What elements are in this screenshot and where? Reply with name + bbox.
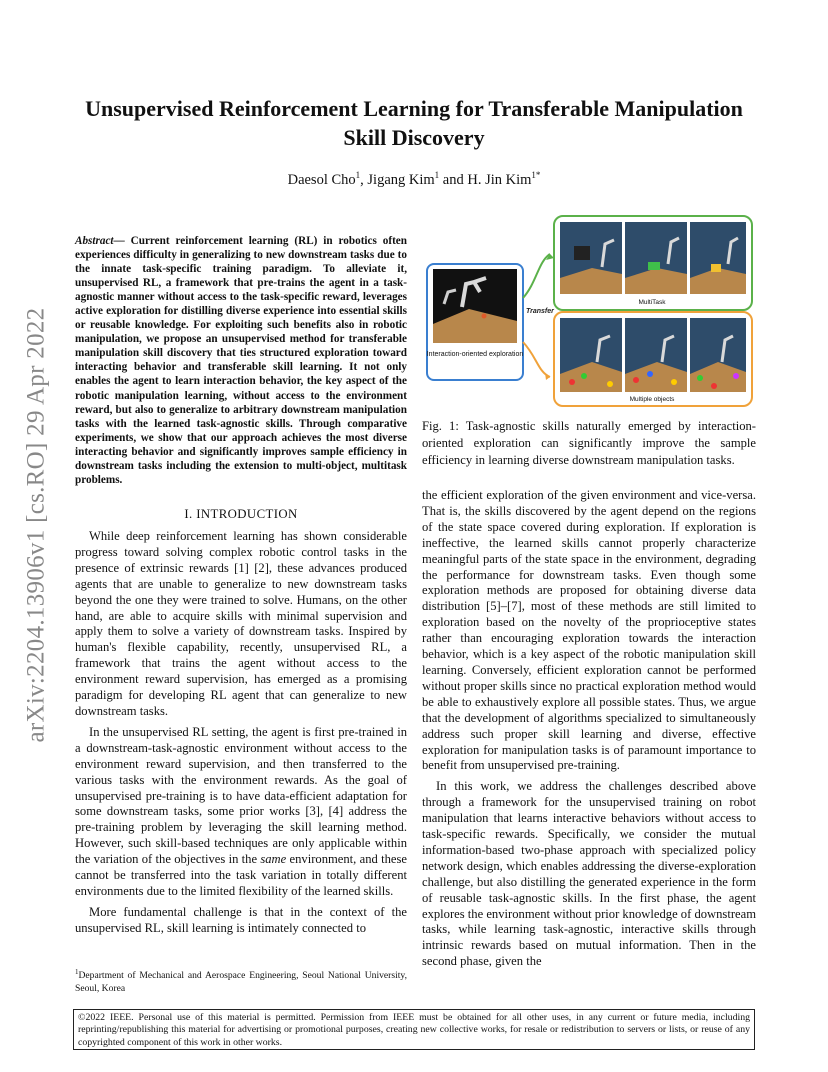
- footnote-text: Department of Mechanical and Aerospace Engineering, Seoul National University, Seoul, Korea: [75, 970, 407, 994]
- abstract-text: Current reinforcement learning (RL) in robotics often experiences difficulty in generalizing to new downstream tasks due to the innate task-specific training paradigm. To alleviate it, unsupervised RL, a framework that pre-trains the agent in a task-agnostic manner without access to the task-specific reward, leverages active exploration for distilling diverse experience into essential skills or reusable knowledge. For exploiting such benefits also in robotic manipulation, we propose an unsupervised method for transferable manipulation skill discovery that ties structured exploration toward interacting behavior and transferable skill learning. It not only enables the agent to learn interaction behavior, the key aspect of the robotic manipulation learning, without access to the environment reward, but also to generalize to arbitrary downstream manipulation tasks with the learned task-agnostic skills. Through comparative experiments, we show that our approach achieves the most diverse interacting behavior and significantly improves sample efficiency in downstream tasks including the extension to multi-object, multitask problems.: [75, 235, 407, 486]
- arrow-to-multiple-objects: [523, 342, 550, 377]
- left-panel-label: Interaction-oriented exploration: [426, 351, 524, 358]
- abstract-label: Abstract: [75, 235, 114, 247]
- affiliation-mark: 1: [434, 170, 440, 180]
- object: [697, 375, 703, 381]
- arxiv-sidebar-stamp: [8, 290, 64, 760]
- emphasis: same: [260, 852, 287, 867]
- object: [647, 371, 653, 377]
- abstract: [75, 234, 407, 487]
- paragraph-text: environment, and these cannot be transferred into the task variation in totally different environments due to the limited flexibility of the learned skills.: [75, 852, 407, 898]
- footnote: [75, 966, 407, 995]
- transfer-label: Transfer: [526, 308, 554, 315]
- author-name: Daesol Cho: [287, 171, 356, 188]
- arrow-to-multitask: [523, 254, 550, 298]
- intro-left-column: [75, 529, 407, 942]
- arxiv-id: arXiv:2204.13906v1 [cs.RO] 29 Apr 2022: [22, 307, 50, 743]
- object: [733, 373, 739, 379]
- copyright-notice: ©2022 IEEE. Personal use of this material is permitted. Permission from IEEE must be obtained for all other uses, in any current or future media, including reprinting/republishing this material for advertising or promotional purposes, creating new collective works, for resale or redistribution to servers or lists, or reuse of any copyrighted component of this work in other works.: [73, 1009, 755, 1050]
- multitask-label: MultiTask: [638, 299, 666, 306]
- object: [569, 379, 575, 385]
- affiliation-mark: 1*: [531, 170, 541, 180]
- paragraph: More fundamental challenge is that in the context of the unsupervised RL, skill learning is intimately connected to: [75, 904, 407, 935]
- figure-caption: Fig. 1: Task-agnostic skills naturally emerged by interaction-oriented exploration can significantly improve the sample efficiency in learning diverse downstream manipulation tasks.: [422, 419, 756, 467]
- object: [648, 262, 660, 270]
- multiple-objects-label: Multiple objects: [629, 396, 675, 403]
- affiliation-mark: 1: [355, 170, 361, 180]
- paragraph: In this work, we address the challenges described above through a framework for the unsupervised training on robot manipulation that learns interactive behaviors without access to task-specific rewards. Specifically, we consider the mutual information-based two-phase approach with specialized policy network design, which enables addressing the diverse-exploration challenge, but also distilling the generated experience in the form of reusable task-agnostic skills. In the first phase, the agent explores the environment without prior knowledge of downstream tasks, while learning task-agnostic, interactive skills through intrinsic rewards based on mutual information. Then in the second phase, given the: [422, 779, 757, 969]
- figure-illustration: [422, 212, 756, 410]
- abstract-dash: —: [113, 235, 131, 247]
- object: [711, 383, 717, 389]
- paragraph: While deep reinforcement learning has shown considerable progress toward solving complex robotic control tasks in the presence of extrinsic rewards [1] [2], these advances produced agents that are unable to generalize to new downstream tasks beyond the one they were trained to solve. Humans, on the other hand, are able to acquire skills with minimal supervision and apply them to solve a variety of downstream tasks. Inspired by human's flexible capability, recently, unsupervised RL, a framework that trains the agent without access to the environment reward supervision, has emerged as a promising paradigm for developing RL agent that can generalize to new downstream tasks.: [75, 529, 407, 718]
- intro-right-column: [422, 488, 756, 975]
- paragraph-text: In the unsupervised RL setting, the agent is first pre-trained in a downstream-task-agnostic environment without access to the environment reward supervision, and then transferred to the various tasks with the environment rewards. As the goal of unsupervised pre-training is to have data-efficient adaptation for some downstream tasks, some prior works [3], [4] address the pre-training problem by leveraging the skill learning method. However, such skill-based techniques are only applicable within the variation of the objectives in the: [75, 724, 407, 867]
- author-list: [74, 170, 754, 189]
- object: [581, 373, 587, 379]
- author-name: Jigang Kim: [367, 171, 435, 188]
- paragraph: [75, 725, 407, 900]
- footnote-mark: 1: [75, 968, 79, 976]
- paragraph: the efficient exploration of the given environment and vice-versa. That is, the skills discovered by the agent depend on the regions of the state space covered during exploration. If exploration is ineffective, the learned skills cannot properly characterize meaningful parts of the state space in the environment, degrading the performance for downstream tasks. Even though some exploration methods are proposed for obtaining diverse data distribution [5]–[7], most of these methods are still limited to exploration based on the novelty of the proprioceptive states rather than encouraging exploration towards the interaction behavior, which is a key aspect of the robotic manipulation skill learning. Conversely, efficient exploration cannot be performed without proper skills since no practical exploration method would be able to exhaustively explore all possible states. Thus, we argue that the development of algorithms specialized to simultaneously address such proper skill learning and diverse, effective exploration for manipulation tasks is of paramount importance to benefit from unsupervised pre-training.: [422, 488, 756, 773]
- object: [574, 246, 590, 260]
- object: [633, 377, 639, 383]
- object: [671, 379, 677, 385]
- author-separator: ,: [360, 171, 368, 188]
- object: [607, 381, 613, 387]
- arrowhead: [545, 373, 550, 380]
- section-heading: I. INTRODUCTION: [184, 507, 298, 521]
- paper-title: Unsupervised Reinforcement Learning for Transferable Manipulation Skill Discovery: [85, 96, 743, 150]
- object: [711, 264, 721, 272]
- author-name: H. Jin Kim: [467, 171, 532, 188]
- object: [482, 314, 487, 319]
- figure-1: [422, 212, 756, 410]
- author-separator: and: [439, 171, 468, 188]
